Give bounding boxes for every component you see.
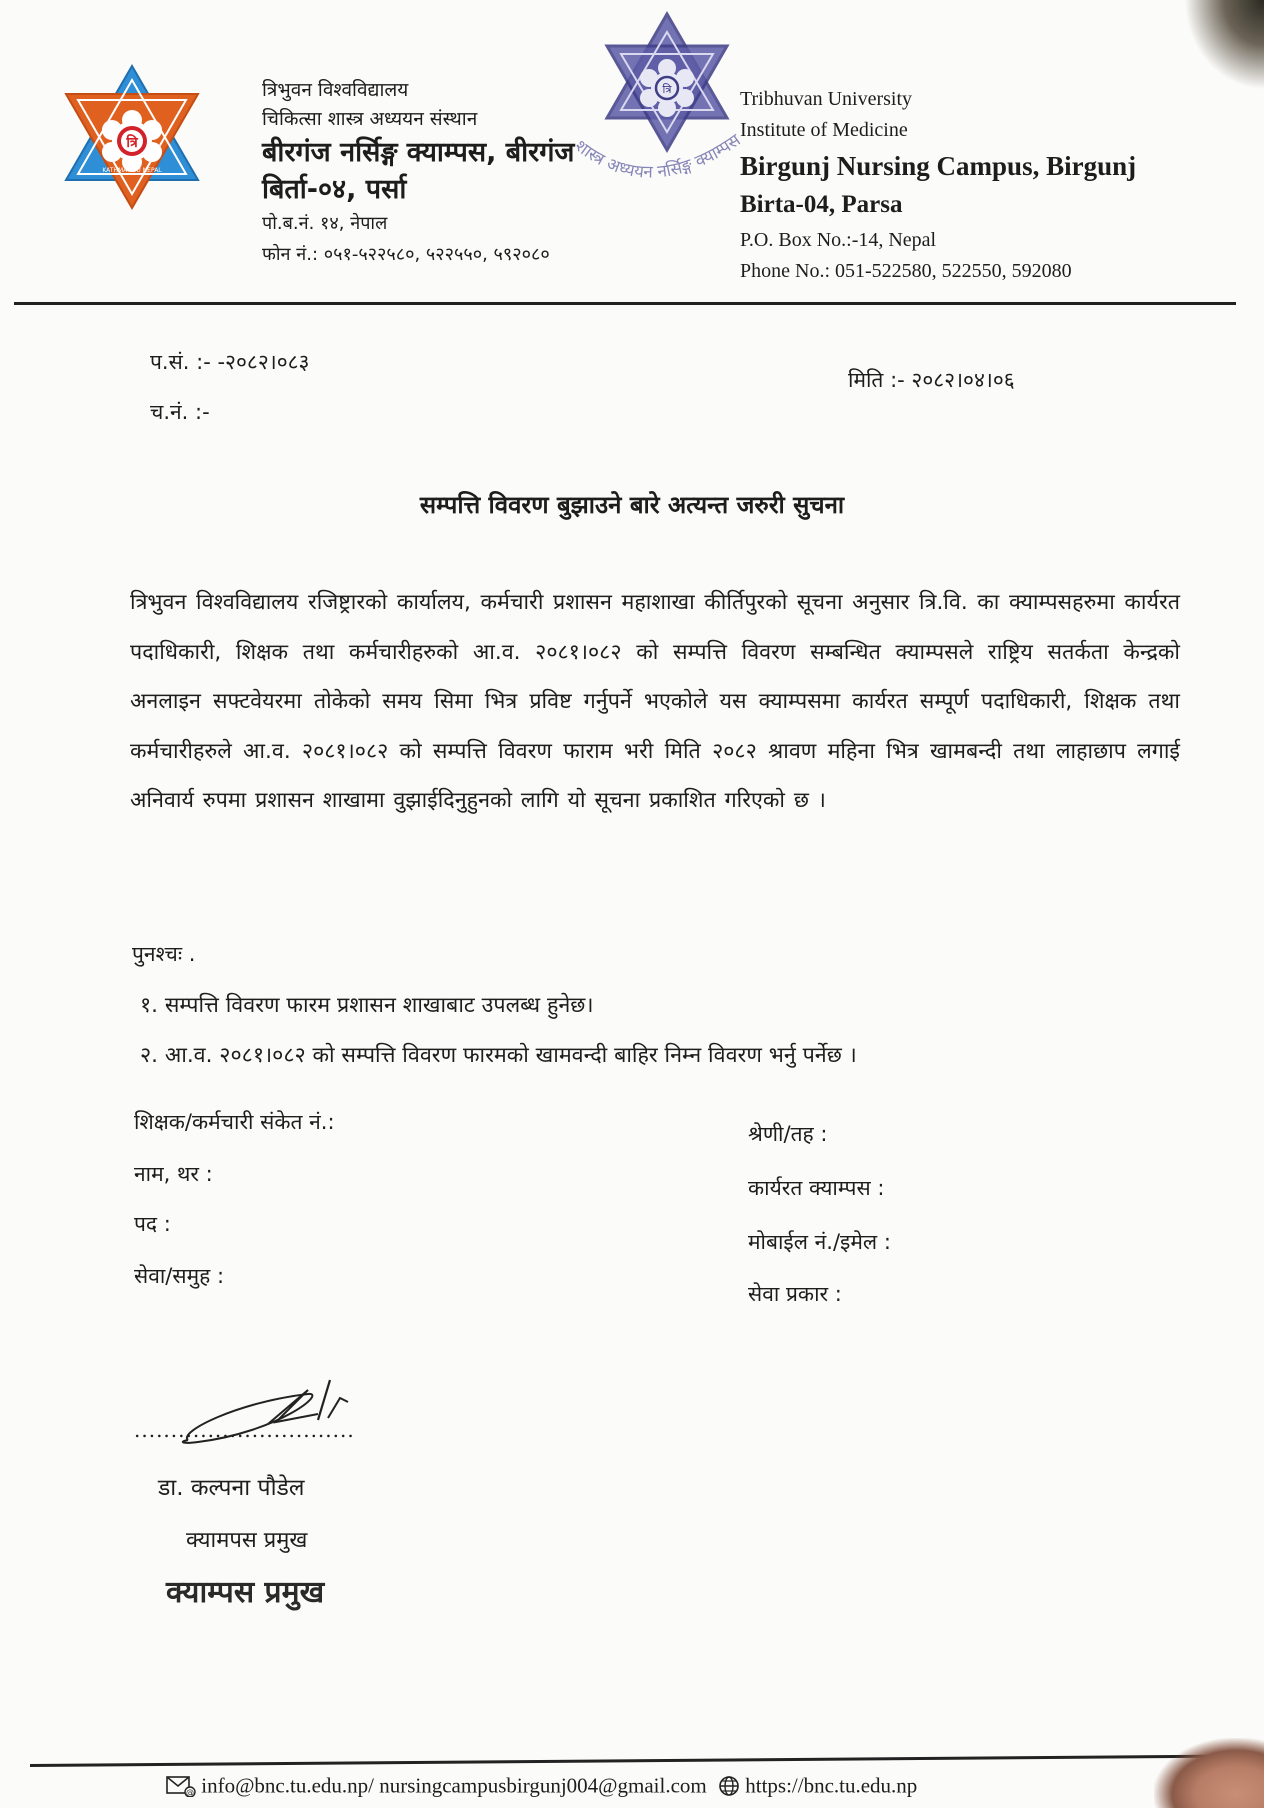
globe-icon (718, 1775, 740, 1797)
envelope-at-icon (166, 1775, 196, 1797)
postscript-item: २. आ.व. २०८१।०८२ को सम्पत्ति विवरण फारमको खामवन्दी बाहिर निम्न विवरण भर्नु पर्नेछ । (140, 1043, 857, 1068)
letter-date: मिति :- २०८२।०४।०६ (848, 368, 1015, 392)
institute-name-en: Institute of Medicine (740, 119, 908, 141)
university-name-en: Tribhuvan University (740, 88, 913, 110)
campus-name-en: Birgunj Nursing Campus, Birgunj (740, 151, 1137, 181)
photo-edge-shadow (1184, 0, 1264, 90)
campus-name-np: बीरगंज नर्सिङ्ग क्याम्पस, बीरगंज (262, 137, 575, 168)
field-post: पद : (134, 1212, 171, 1236)
photo-thumb (1154, 1738, 1264, 1808)
field-service-group: सेवा/समुह : (134, 1264, 225, 1288)
po-box-en: P.O. Box No.:-14, Nepal (740, 229, 937, 251)
signatory-title: क्यामपस प्रमुख (186, 1528, 308, 1553)
footer-divider (30, 1755, 1210, 1767)
dispatch-number: च.नं. :- (150, 400, 210, 424)
institute-name-np: चिकित्सा शास्त्र अध्ययन संस्थान (262, 108, 478, 130)
field-level: श्रेणी/तह : (748, 1122, 828, 1146)
signature-line: .............................. (134, 1418, 355, 1442)
address-en: Birta-04, Parsa (740, 191, 903, 218)
letter-reference-number: प.सं. :- -२०८२।०८३ (150, 350, 310, 374)
svg-text:त्रि: त्रि (662, 83, 672, 96)
signatory-title-stamp: क्याम्पस प्रमुख (166, 1575, 325, 1610)
letterhead-english (740, 84, 1136, 286)
postscript-heading: पुनश्चः . (132, 942, 196, 966)
footer-contact (166, 1772, 917, 1799)
field-service-type: सेवा प्रकार : (748, 1282, 842, 1306)
field-mobile-email: मोबाईल नं./इमेल : (748, 1230, 891, 1254)
university-name-np: त्रिभुवन विश्वविद्यालय (262, 79, 409, 101)
address-np: बिर्ता-०४, पर्सा (262, 174, 407, 205)
field-name: नाम, थर : (134, 1162, 213, 1186)
field-staff-code: शिक्षक/कर्मचारी संकेत नं.: (134, 1110, 335, 1134)
campus-seal-text (545, 120, 755, 215)
po-box-np: पो.ब.नं. १४, नेपाल (262, 213, 388, 234)
logo-caption: KATHMANDU NEPAL (102, 167, 162, 174)
header-divider (14, 302, 1236, 305)
footer-website[interactable]: https://bnc.tu.edu.np (745, 1773, 918, 1798)
signatory-name: डा. कल्पना पौडेल (158, 1475, 305, 1501)
notice-body: त्रिभुवन विश्वविद्यालय रजिष्ट्रारको कार्यालय, कर्मचारी प्रशासन महाशाखा कीर्तिपुरको सूचना अनुसार त्रि.वि. का क्याम्पसहरुमा कार्यरत पदाधिकारी, शिक्षक तथा कर्मचारीहरुको आ.व. २०८१।०८२ को सम्पत्ति विवरण सम्बन्धित क्याम्पसले राष्ट्रिय सतर्कता केन्द्रको अनलाइन सफ्टवेयरमा तोकेको समय सिमा भित्र प्रविष्ट गर्नुपर्ने भएकोले यस क्याम्पसमा कार्यरत सम्पूर्ण पदाधिकारी, शिक्षक तथा कर्मचारीहरुले आ.व. २०८१।०८२ को सम्पत्ति विवरण फाराम भरी मिति २०८२ श्रावण महिना भित्र खामबन्दी तथा लाहाछाप लगाई अनिवार्य रुपमा प्रशासन शाखामा वुझाईदिनुहुनको लागि यो सूचना प्रकाशित गरिएको छ । (130, 590, 1180, 813)
phone-np: फोन नं.: ०५१-५२२५८०, ५२२५५०, ५९२०८० (262, 244, 550, 265)
footer-email[interactable]: info@bnc.tu.edu.np/ nursingcampusbirgunj004@gmail.com (201, 1773, 707, 1798)
letterhead-nepali (262, 76, 574, 270)
postscript-item: १. सम्पत्ति विवरण फारम प्रशासन शाखाबाट उपलब्ध हुनेछ। (140, 993, 594, 1018)
field-working-campus: कार्यरत क्याम्पस : (748, 1176, 885, 1200)
tribhuvan-university-logo (62, 58, 202, 218)
phone-en: Phone No.: 051-522580, 522550, 592080 (740, 260, 1072, 282)
svg-text:@: @ (186, 1788, 194, 1798)
notice-subject: सम्पत्ति विवरण बुझाउने बारे अत्यन्त जरुरी सुचना (419, 491, 845, 519)
svg-text:त्रि: त्रि (126, 135, 138, 151)
svg-text:शास्त्र अध्ययन नर्सिङ्ग क्याम्: शास्त्र अध्ययन नर्सिङ्ग क्याम्पस (570, 130, 745, 183)
